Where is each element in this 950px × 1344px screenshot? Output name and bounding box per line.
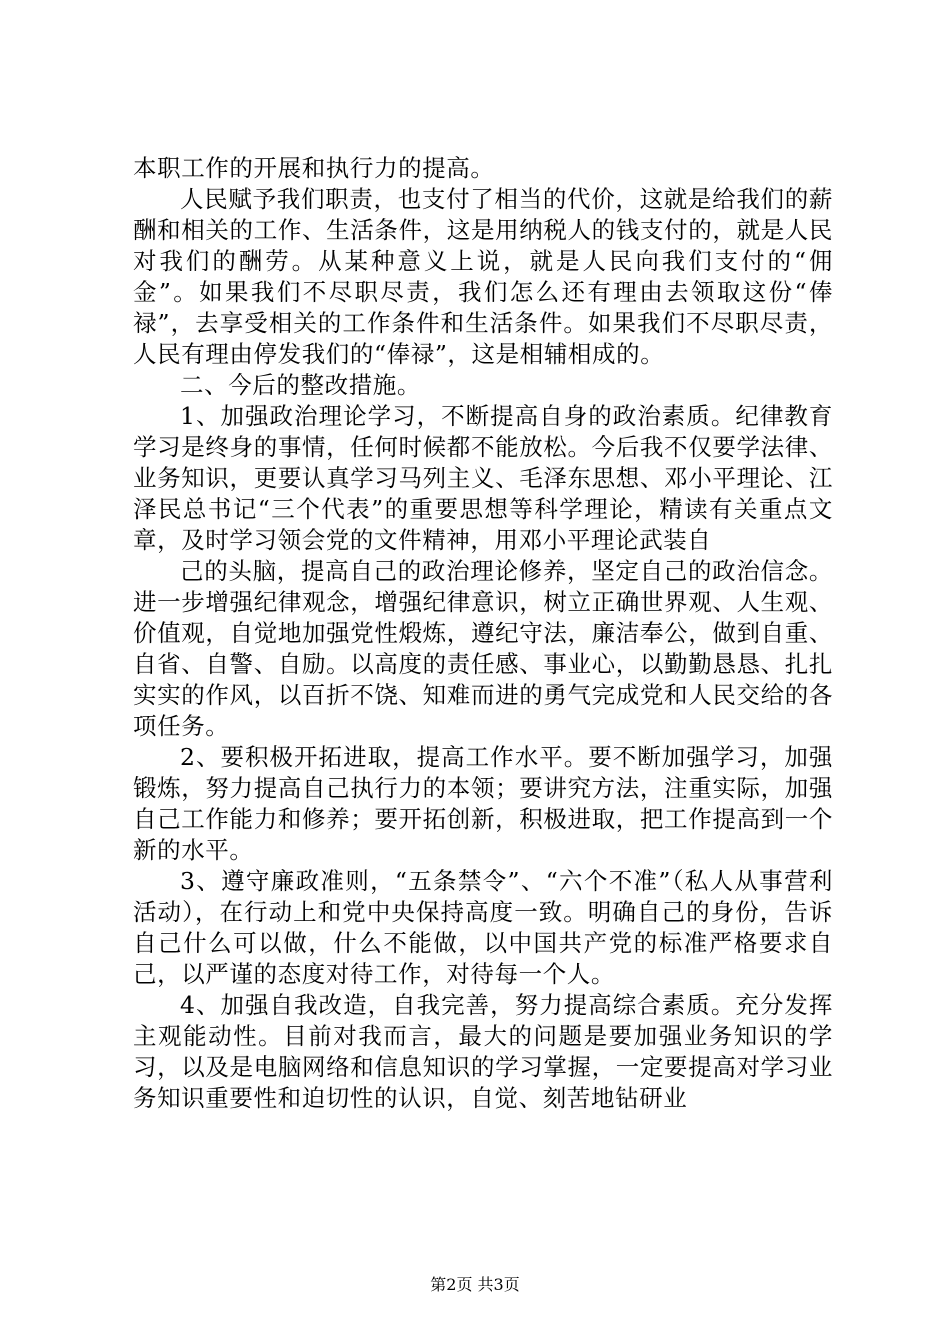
paragraph-measure-2: 2、要积极开拓进取，提高工作水平。要不断加强学习，加强锻炼，努力提高自己执行力的本领；要讲究方法，注重实际，加强自己工作能力和修养；要开拓创新，积极进取，把工作提高到一个新的水平。 (133, 743, 833, 864)
document-body (133, 153, 833, 1114)
page-footer: 第2页 共3页 (430, 1275, 520, 1294)
paragraph-measure-1-continued: 己的头脑，提高自己的政治理论修养，坚定自己的政治信念。进一步增强纪律观念，增强纪律意识，树立正确世界观、人生观、价值观，自觉地加强党性煅炼，遵纪守法，廉洁奉公，做到自重、自省、自警、自励。以高度的责任感、事业心，以勤勤恳恳、扎扎实实的作风，以百折不饶、知难而进的勇气完成党和人民交给的各项任务。 (133, 557, 833, 740)
paragraph-measure-1: 1、加强政治理论学习，不断提高自身的政治素质。纪律教育学习是终身的事情，任何时候都不能放松。今后我不仅要学法律、业务知识，更要认真学习马列主义、毛泽东思想、邓小平理论、江泽民总书记“三个代表”的重要思想等科学理论，精读有关重点文章，及时学习领会党的文件精神，用邓小平理论武装自 (133, 402, 833, 554)
paragraph-measure-4: 4、加强自我改造，自我完善，努力提高综合素质。充分发挥主观能动性。目前对我而言，最大的问题是要加强业务知识的学习，以及是电脑网络和信息知识的学习掌握，一定要提高对学习业务知识重要性和迫切性的认识，自觉、刻苦地钻研业 (133, 991, 833, 1112)
section-heading-rectification: 二、今后的整改措施。 (180, 371, 421, 399)
paragraph-continuation: 本职工作的开展和执行力的提高。 (133, 154, 495, 182)
paragraph-measure-3: 3、遵守廉政准则，“五条禁令”、“六个不准”（私人从事营利活动），在行动上和党中央保持高度一致。明确自己的身份，告诉自己什么可以做，什么不能做，以中国共产党的标准严格要求自己，以严谨的态度对待工作，对待每一个人。 (133, 867, 833, 988)
paragraph-people-duty: 人民赋予我们职责，也支付了相当的代价，这就是给我们的薪酬和相关的工作、生活条件，这是用纳税人的钱支付的，就是人民对我们的酬劳。从某种意义上说，就是人民向我们支付的“佣金”。如果我们不尽职尽责，我们怎么还有理由去领取这份“俸禄”，去享受相关的工作条件和生活条件。如果我们不尽职尽责，人民有理由停发我们的“俸禄”，这是相辅相成的。 (133, 185, 833, 368)
